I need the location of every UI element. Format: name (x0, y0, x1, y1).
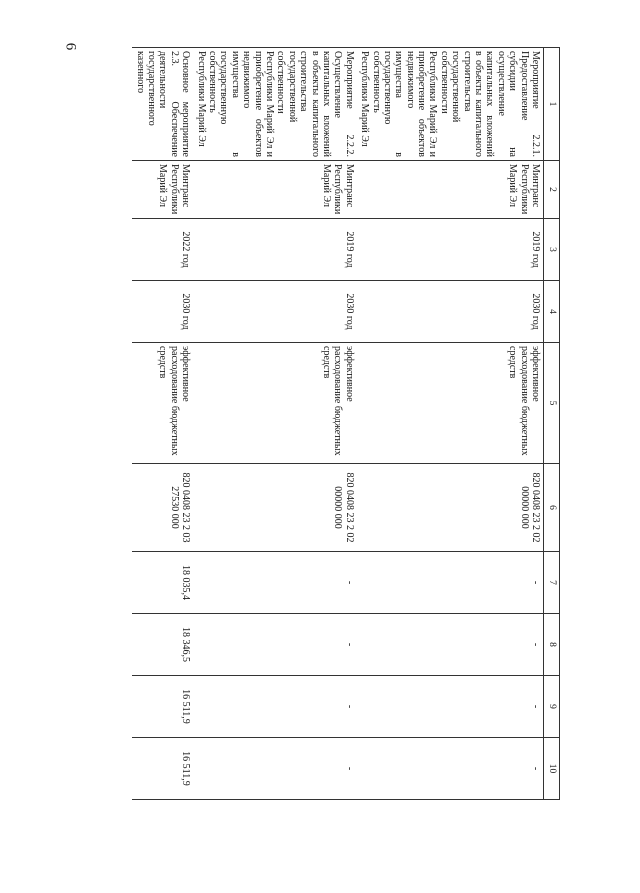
column-header: 6 (544, 464, 560, 552)
table-row (193, 48, 356, 800)
amount-cell: 16 511,9 (132, 738, 193, 800)
executor: Минтранс Республики Марий Эл (132, 161, 193, 219)
column-header: 2 (544, 161, 560, 219)
expected-result: эффективное расходование бюджетных средств (193, 343, 356, 464)
column-header: 7 (544, 552, 560, 614)
amount-cell: 16 511,9 (132, 676, 193, 738)
budget-code: 820 0408 23 2 02 00000 000 (193, 464, 356, 552)
amount-cell: - (193, 676, 356, 738)
start-year: 2019 год (357, 219, 544, 281)
amount-cell: - (193, 552, 356, 614)
end-year: 2030 год (357, 281, 544, 343)
amount-cell: - (193, 614, 356, 676)
program-measures-table (132, 47, 560, 800)
table-row (132, 48, 193, 800)
end-year: 2030 год (193, 281, 356, 343)
executor: Минтранс Республики Марий Эл (357, 161, 544, 219)
amount-cell: - (357, 614, 544, 676)
amount-cell: - (357, 552, 544, 614)
amount-cell: - (357, 676, 544, 738)
column-header: 1 (544, 48, 560, 161)
amount-cell: 18 346,5 (132, 614, 193, 676)
table-row (357, 48, 544, 800)
measure-name: Основное мероприятие 2.3. Обеспечение деятельности государственного казенного (132, 48, 193, 161)
column-header: 10 (544, 738, 560, 800)
header-row (544, 48, 560, 800)
measure-name: Мероприятие 2.2.1. Предоставление субсидии на осуществление капитальных вложений в объекты капитального строительства государственной собственности Республики Марий Эл и приобретение объектов недвижимого имущества в государственную собственность Республики Марий Эл (357, 48, 544, 161)
amount-cell: - (193, 738, 356, 800)
start-year: 2019 год (193, 219, 356, 281)
executor: Минтранс Республики Марий Эл (193, 161, 356, 219)
measure-name: Мероприятие 2.2.2. Осуществление капитальных вложений в объекты капитального строительства государственной собственности Республики Марий Эл и приобретение объектов недвижимого имущества в государственную собственность Республики Марий Эл (193, 48, 356, 161)
column-header: 3 (544, 219, 560, 281)
column-header: 9 (544, 676, 560, 738)
column-header: 8 (544, 614, 560, 676)
end-year: 2030 год (132, 281, 193, 343)
column-header: 5 (544, 343, 560, 464)
column-header: 4 (544, 281, 560, 343)
expected-result: эффективное расходование бюджетных средств (357, 343, 544, 464)
expected-result: эффективное расходование бюджетных средств (132, 343, 193, 464)
budget-code: 820 0408 23 2 02 00000 000 (357, 464, 544, 552)
budget-code: 820 0408 23 2 03 27530 000 (132, 464, 193, 552)
amount-cell: - (357, 738, 544, 800)
page-number: 6 (62, 42, 79, 51)
amount-cell: 18 035,4 (132, 552, 193, 614)
start-year: 2022 год (132, 219, 193, 281)
